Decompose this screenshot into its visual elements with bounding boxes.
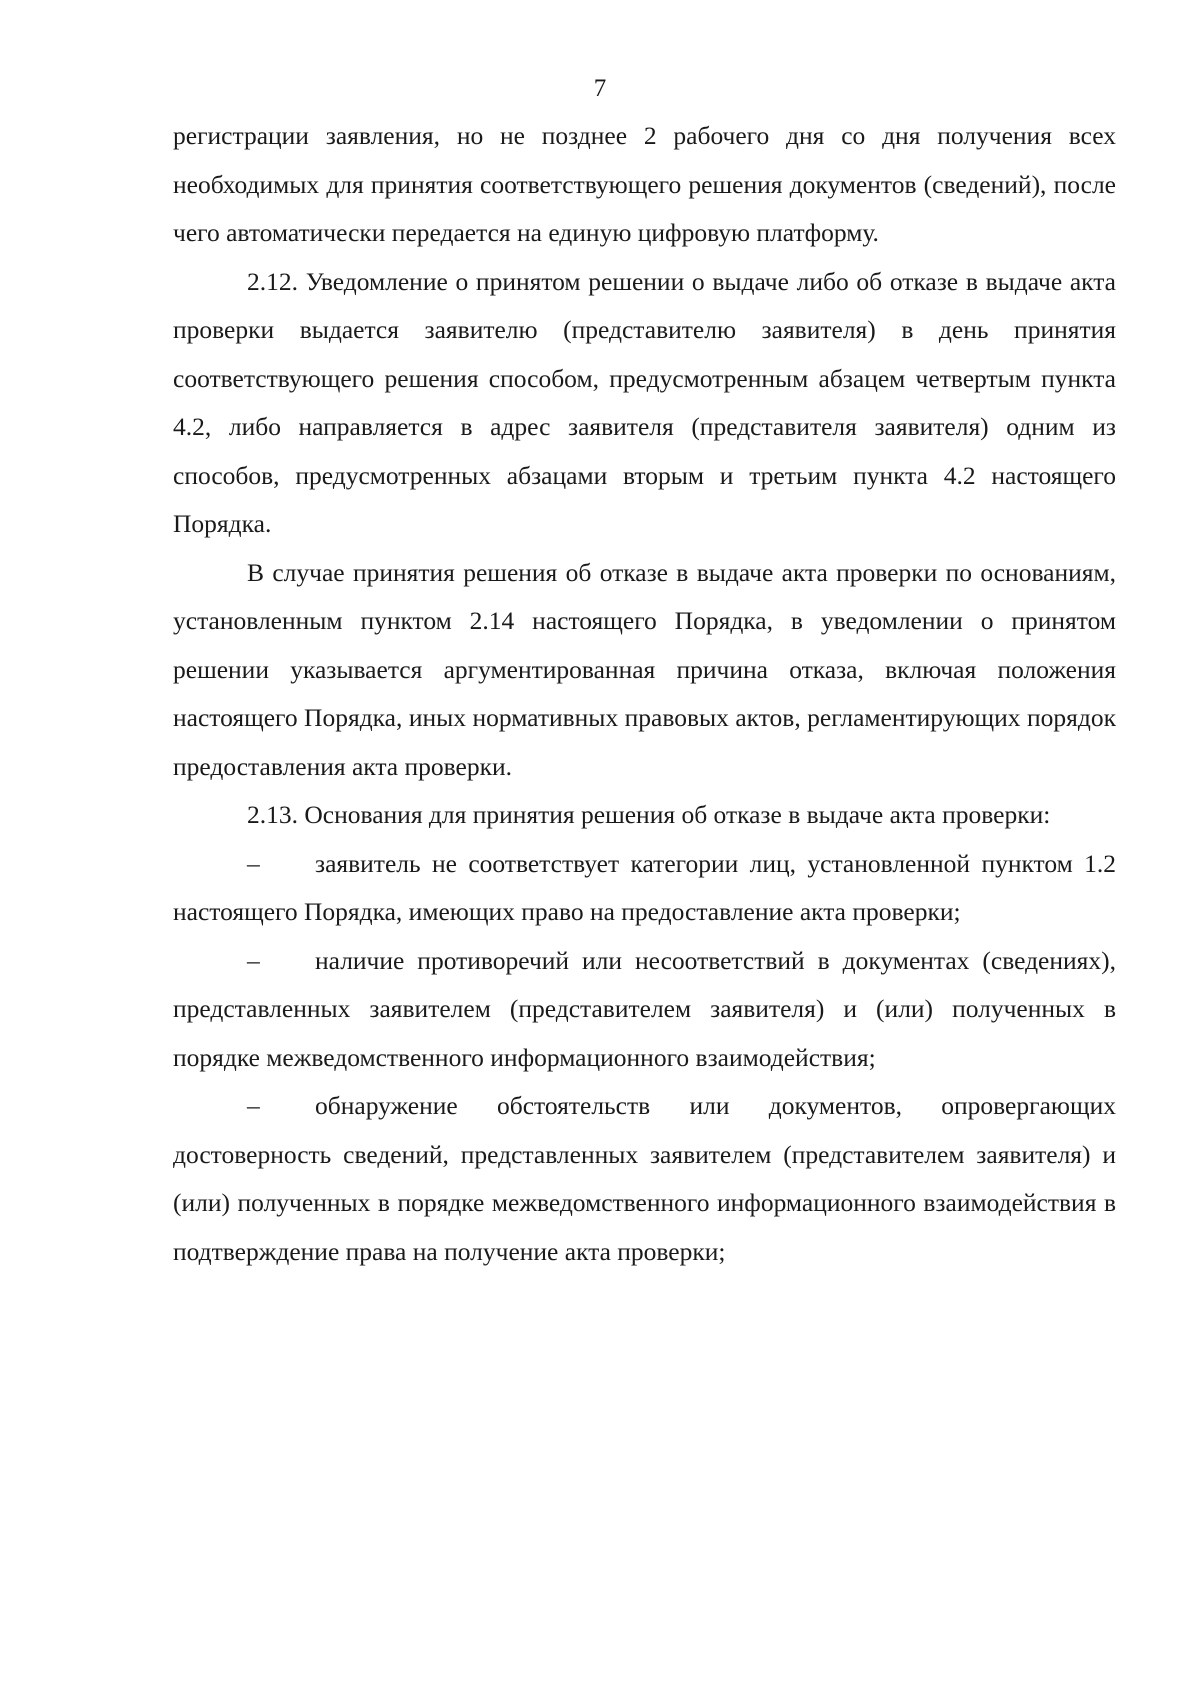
dash-marker: – xyxy=(247,1091,260,1120)
list-item xyxy=(173,840,1116,937)
page-number: 7 xyxy=(593,75,607,102)
list-item xyxy=(173,1082,1116,1276)
paragraph-refusal-notice: В случае принятия решения об отказе в выдаче акта проверки по основаниям, установленным пунктом 2.14 настоящего Порядка, в уведомлении о принятом решении указывается аргументированная причина отказа, включая положения настоящего Порядка, иных нормативных правовых актов, регламентирующих порядок предоставления акта проверки. xyxy=(173,557,1116,781)
document-body xyxy=(173,112,1116,1276)
paragraph-2-13: 2.13. Основания для принятия решения об отказе в выдаче акта проверки: xyxy=(247,800,1051,829)
paragraph-continuation: регистрации заявления, но не позднее 2 рабочего дня со дня получения всех необходимых для принятия соответствующего решения документов (сведений), после чего автоматически передается на единую цифровую платформу. xyxy=(173,121,1116,247)
list-item-text: наличие противоречий или несоответствий в документах (сведениях), представленных заявителем (представителем заявителя) и (или) полученных в порядке межведомственного информационного взаимодействия; xyxy=(173,945,1116,1072)
dash-marker: – xyxy=(247,848,260,878)
list-item xyxy=(173,937,1116,1083)
dash-marker: – xyxy=(247,945,260,975)
list-item-text: обнаружение обстоятельств или документов, опровергающих достоверность сведений, представленных заявителем (представителем заявителя) и (или) полученных в порядке межведомственного информационного взаимодействия в подтверждение права на получение акта проверки; xyxy=(173,1091,1116,1266)
list-item-text: заявитель не соответствует категории лиц, установленной пунктом 1.2 настоящего Порядка, имеющих право на предоставление акта проверки; xyxy=(173,848,1116,926)
paragraph-2-12: 2.12. Уведомление о принятом решении о выдаче либо об отказе в выдаче акта проверки выдается заявителю (представителю заявителя) в день принятия соответствующего решения способом, предусмотренным абзацем четвертым пункта 4.2, либо направляется в адрес заявителя (представителя заявителя) одним из способов, предусмотренных абзацами вторым и третьим пункта 4.2 настоящего Порядка. xyxy=(173,266,1116,538)
